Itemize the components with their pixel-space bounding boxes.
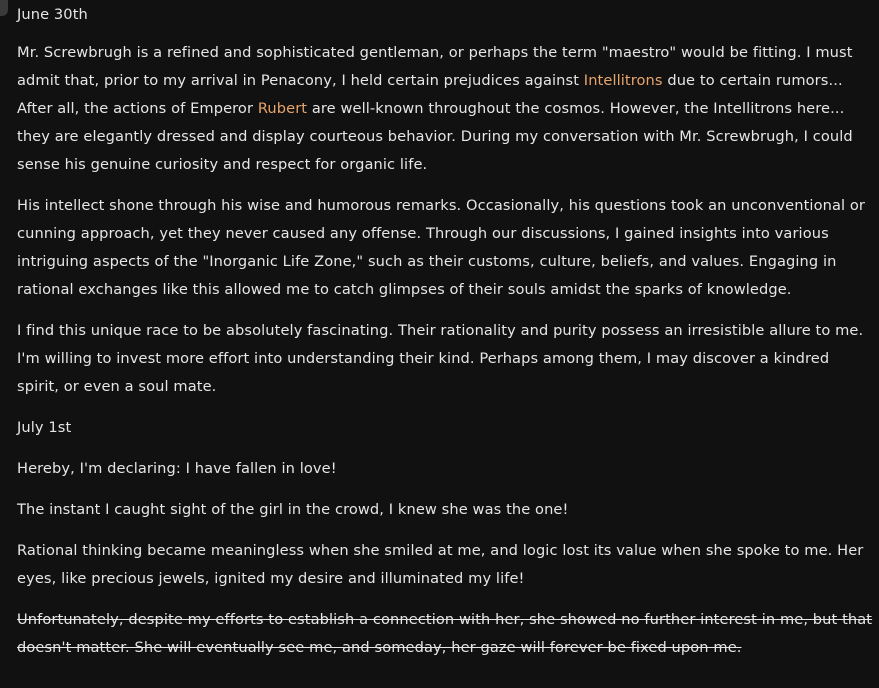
paragraph-intellect: His intellect shone through his wise and humorous remarks. Occasionally, his questions took an unconventional or cunning approach, yet they never caused any offense. Through our discussions, I gained insights into various intriguing aspects of the "Inorganic Life Zone," such as their customs, culture, beliefs, and values. Engaging in rational exchanges like this allowed me to catch glimpses of their souls amidst the sparks of knowledge. <box>17 197 866 298</box>
paragraph-struck-through: Unfortunately, despite my efforts to establish a connection with her, she showed no further interest in me, but that doesn't matter. She will eventually see me, and someday, her gaze will forever be fixed upon me. <box>17 611 873 656</box>
link-rubert[interactable]: Rubert <box>257 100 308 117</box>
paragraph-screwbrugh <box>17 39 873 179</box>
paragraph-text: are well-known throughout the cosmos. However, the Intellitrons here... they are elegantly dressed and display courteous behavior. During my conversation with Mr. Screwbrugh, I could sense his genuine curiosity and respect for organic life. <box>17 100 853 173</box>
entry-date-july-1: July 1st <box>17 419 72 436</box>
paragraph-text: Mr. Screwbrugh is a refined and sophisticated gentleman, or perhaps the term "maestro" would be fitting. I must admit that, prior to my arrival in Penacony, I held certain prejudices against <box>17 44 853 89</box>
corner-tab <box>0 0 8 16</box>
link-intellitrons[interactable]: Intellitrons <box>583 72 663 89</box>
paragraph-instant: The instant I caught sight of the girl in the crowd, I knew she was the one! <box>17 501 569 518</box>
paragraph-rational: Rational thinking became meaningless when she smiled at me, and logic lost its value when she spoke to me. Her eyes, like precious jewels, ignited my desire and illuminated my life! <box>17 542 864 587</box>
entry-date-june-30: June 30th <box>17 6 88 23</box>
paragraph-fascinating: I find this unique race to be absolutely fascinating. Their rationality and purity possess an irresistible allure to me. I'm willing to invest more effort into understanding their kind. Perhaps among them, I may discover a kindred spirit, or even a soul mate. <box>17 322 864 395</box>
paragraph-text: due to certain rumors... After all, the actions of Emperor <box>17 72 843 117</box>
journal-content <box>17 0 873 662</box>
paragraph-declaring: Hereby, I'm declaring: I have fallen in love! <box>17 460 337 477</box>
